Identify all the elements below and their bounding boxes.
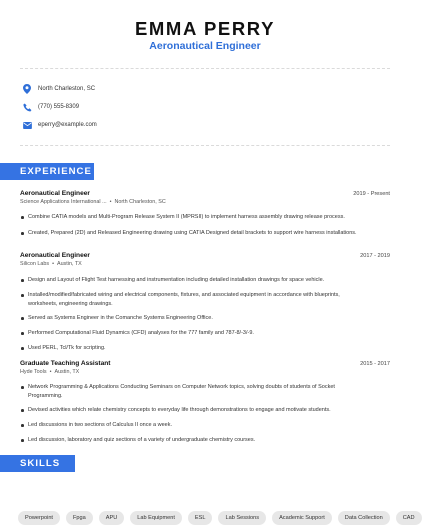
- skills-heading: SKILLS: [0, 455, 75, 472]
- job-entry: Aeronautical Engineer 2017 - 2019 Silicon Labs • Austin, TX: [20, 252, 390, 267]
- job-location: Austin, TX: [54, 369, 80, 375]
- job-entry: Aeronautical Engineer 2019 - Present Science Applications International ... • North Charleston, SC: [20, 190, 390, 205]
- job-title: Graduate Teaching Assistant: [20, 360, 111, 367]
- contact-email[interactable]: [22, 119, 97, 131]
- job-bullet: Network Programming & Applications Conducting Seminars on Computer Network topics, solving doubts of students of Socket Programming.: [20, 383, 365, 400]
- divider: [20, 145, 390, 146]
- skills-list: [18, 511, 422, 525]
- resume-name: EMMA PERRY: [134, 18, 276, 39]
- job-title: Aeronautical Engineer: [20, 252, 90, 259]
- location-text: North Charleston, SC: [38, 86, 96, 92]
- job-bullet: Used PERL, Tcl/Tk for scripting.: [20, 344, 365, 353]
- job-bullet: Led discussion, laboratory and quiz sections of a variety of undergraduate chemistry courses.: [20, 436, 365, 445]
- resume-role: Aeronautical Engineer: [149, 40, 261, 52]
- contact-location: [22, 83, 95, 95]
- job-company: Hyde Tools: [20, 369, 47, 375]
- skill-tag: Fpga: [66, 511, 93, 525]
- email-icon: [22, 120, 32, 130]
- experience-heading: EXPERIENCE: [0, 163, 94, 180]
- skill-tag: CAD: [396, 511, 422, 525]
- skill-tag: Lab Sessions: [218, 511, 266, 525]
- skill-tag: Powerpoint: [18, 511, 60, 525]
- job-dates: 2015 - 2017: [360, 361, 390, 367]
- job-bullet: Installed/modified/fabricated wiring and electrical components, fixtures, and associated equipment in accordance with blueprints, worksheets, engineering drawings.: [20, 291, 365, 308]
- job-location: North Charleston, SC: [114, 199, 166, 205]
- email-text[interactable]: eperry@example.com: [38, 122, 97, 128]
- job-bullet: Led discussions in two sections of Calculus II once a week.: [20, 421, 365, 430]
- job-bullet: Served as Systems Engineer in the Comanche Systems Engineering Office.: [20, 314, 365, 323]
- job-location: Austin, TX: [56, 261, 82, 267]
- job-company: Science Applications International ...: [20, 199, 107, 205]
- location-pin-icon: [22, 84, 32, 94]
- job-dates: 2019 - Present: [353, 191, 390, 197]
- skill-tag: Data Collection: [338, 511, 390, 525]
- phone-text: (770) 555-8309: [38, 104, 80, 110]
- job-bullet: Design and Layout of Flight Test harnessing and instrumentation including detailed installation drawings for space vehicle.: [20, 276, 365, 285]
- divider: [20, 68, 390, 69]
- phone-icon: [22, 102, 32, 112]
- job-bullet: Created, Prepared (2D) and Released Engineering drawing using CATIA Designed detail brackets to support wire harness installations.: [20, 229, 365, 238]
- job-company: Silicon Labs: [20, 261, 50, 267]
- contact-phone: [22, 101, 79, 113]
- skill-tag: Academic Support: [272, 511, 332, 525]
- job-bullet: Performed Computational Fluid Dynamics (CFD) analyses for the 777 family and 787-8/-3/-9.: [20, 329, 365, 338]
- job-entry: Graduate Teaching Assistant 2015 - 2017 Hyde Tools • Austin, TX: [20, 360, 390, 375]
- job-bullet: Devised activities which relate chemistry concepts to everyday life through demonstrations to engage and motivate students.: [20, 406, 365, 415]
- skill-tag: Lab Equipment: [130, 511, 182, 525]
- job-title: Aeronautical Engineer: [20, 190, 90, 197]
- skill-tag: APU: [99, 511, 125, 525]
- job-dates: 2017 - 2019: [360, 253, 390, 259]
- skill-tag: ESL: [188, 511, 213, 525]
- job-bullet: Combine CATIA models and Multi-Program Release System II (MPRSII) to implement harness assembly drawing release process.: [20, 213, 365, 222]
